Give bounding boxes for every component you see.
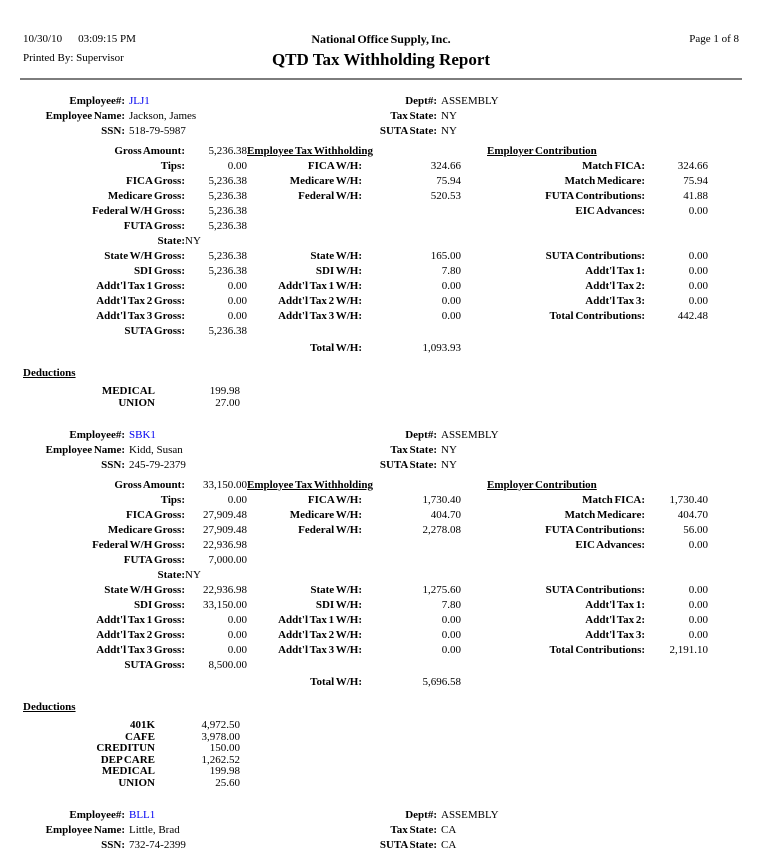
amount-row (23, 613, 708, 628)
deduction-name: DEP CARE (100, 753, 155, 766)
amount-row (23, 309, 708, 324)
date-time-line (23, 30, 213, 49)
employee-header (23, 94, 739, 139)
employee-ssn-label: SSN: (101, 839, 125, 851)
employee-header-row (272, 443, 499, 458)
field-label: Federal W/H Gross: (92, 539, 185, 551)
field-label: Match FICA: (582, 160, 646, 172)
field-value: 404.70 (677, 509, 709, 521)
field-label: State W/H: (310, 250, 362, 262)
field-value: 5,236.38 (208, 220, 247, 232)
field-label: Addt'l Tax 3: (585, 629, 646, 641)
field-label: Total W/H: (310, 342, 362, 354)
deduction-amount: 199.98 (209, 765, 240, 777)
field-label (461, 673, 645, 690)
field-value: 5,236.38 (208, 175, 247, 187)
field-value (362, 553, 461, 568)
empty-cell (247, 234, 708, 249)
deduction-row (23, 386, 240, 398)
field-value (362, 658, 461, 673)
field-label: SUTA Gross: (124, 325, 185, 337)
field-value (645, 553, 708, 568)
deductions-table (23, 386, 240, 409)
field-label: SDI Gross: (133, 599, 185, 611)
field-value: 0.00 (227, 160, 247, 172)
field-value: 2,191.10 (669, 644, 709, 656)
field-value: 0.00 (441, 280, 462, 292)
field-value: 520.53 (430, 190, 462, 202)
deduction-name: UNION (118, 776, 155, 789)
field-label: EIC Advances: (575, 205, 646, 217)
field-value: 0.00 (441, 295, 462, 307)
employee-amounts-table (23, 144, 708, 356)
field-label: Gross Amount: (114, 479, 185, 491)
field-value: 5,236.38 (208, 145, 247, 157)
employee-tax-state-label: Tax State: (390, 824, 437, 836)
field-value: 22,936.98 (203, 584, 247, 596)
deduction-name: MEDICAL (101, 385, 155, 397)
amount-row (23, 673, 708, 690)
employee-number-label: Employee#: (69, 429, 125, 441)
field-label: FICA W/H: (307, 160, 362, 172)
field-value: 0.00 (688, 539, 709, 551)
employee-dept-value: ASSEMBLY (441, 429, 499, 441)
field-value (645, 658, 708, 673)
deduction-name: CREDITUN (96, 742, 155, 754)
field-label: State W/H: (310, 584, 362, 596)
employee-tax-state-value: NY (441, 444, 457, 456)
field-label (247, 658, 362, 673)
field-value: 0.00 (227, 644, 247, 656)
field-value: 442.48 (677, 310, 709, 322)
report-title: QTD Tax Withholding Report (271, 50, 491, 69)
field-label: Addt'l Tax 3 Gross: (96, 644, 185, 656)
employee-header-row (272, 458, 499, 473)
field-value (645, 673, 708, 690)
field-value: 22,936.98 (203, 539, 247, 551)
field-label (461, 553, 645, 568)
field-label (23, 673, 185, 690)
field-value: 0.00 (688, 629, 709, 641)
field-label: EIC Advances: (575, 539, 646, 551)
deduction-row (23, 743, 240, 755)
field-value: 404.70 (430, 509, 462, 521)
amount-row (23, 658, 708, 673)
employee-tax-state-label: Tax State: (390, 444, 437, 456)
deduction-amount: 199.98 (209, 385, 240, 397)
field-label: Tips: (160, 494, 185, 506)
employer-contribution-header: Employer Contribution (487, 145, 597, 157)
field-value: 5,236.38 (208, 205, 247, 217)
amount-row (23, 568, 708, 583)
field-value: 27,909.48 (203, 524, 247, 536)
employee-number-link[interactable]: SBK1 (129, 429, 156, 441)
employee-header-row (272, 823, 499, 838)
employee-number-link[interactable]: JLJ1 (129, 95, 150, 107)
header-left (23, 30, 213, 71)
amount-row (23, 249, 708, 264)
employee-header-row (272, 808, 499, 823)
amount-row (23, 264, 708, 279)
employee-name-value: Little, Brad (129, 824, 180, 836)
field-label: Addt'l Tax 2: (585, 280, 646, 292)
field-label: Addt'l Tax 1 Gross: (96, 614, 185, 626)
employee-dept-label: Dept#: (405, 429, 437, 441)
amount-row (23, 279, 708, 294)
amount-row (23, 598, 708, 613)
amount-row (23, 493, 708, 508)
field-value (645, 339, 708, 356)
field-value: 2,278.08 (422, 524, 462, 536)
field-value: 165.00 (430, 250, 462, 262)
field-label: SUTA Contributions: (545, 250, 646, 262)
deductions-section (23, 366, 739, 409)
employee-header (23, 428, 739, 473)
field-label: Total Contributions: (549, 644, 646, 656)
deduction-amount: 3,978.00 (201, 730, 240, 743)
employer-contribution-header: Employer Contribution (487, 479, 597, 491)
deduction-name: CAFE (125, 730, 155, 743)
employee-header-row (272, 838, 499, 853)
field-value (645, 324, 708, 339)
deductions-header: Deductions (23, 367, 76, 379)
field-label (247, 538, 362, 553)
field-value: 0.00 (227, 310, 247, 322)
field-value: 0.00 (441, 629, 462, 641)
field-value: 7.80 (441, 265, 462, 277)
amount-row (23, 523, 708, 538)
employee-header-row (272, 124, 499, 139)
field-value: 5,696.58 (422, 676, 462, 688)
field-value: NY (185, 569, 201, 581)
field-label: Addt'l Tax 1 Gross: (96, 280, 185, 292)
employee-name-value: Jackson, James (129, 110, 197, 122)
amount-row (23, 144, 708, 159)
field-value: 0.00 (441, 310, 462, 322)
field-label: Match Medicare: (564, 509, 646, 521)
field-label: Match FICA: (582, 494, 646, 506)
amount-row (23, 508, 708, 523)
field-label: FUTA Gross: (123, 220, 185, 232)
deductions-section (23, 700, 739, 789)
deduction-amount: 25.60 (215, 776, 240, 789)
field-label: Addt'l Tax 1 W/H: (278, 280, 362, 292)
deduction-name: MEDICAL (101, 765, 155, 777)
deduction-amount: 27.00 (215, 396, 240, 409)
field-value: 0.00 (688, 205, 709, 217)
employee-amounts-table (23, 478, 708, 690)
field-label: Federal W/H: (298, 190, 362, 202)
field-value: 0.00 (688, 599, 709, 611)
employee-header (23, 808, 739, 853)
field-label (247, 204, 362, 219)
employee-header-row (272, 109, 499, 124)
employee-sections (0, 80, 762, 853)
field-label: Addt'l Tax 3 Gross: (96, 310, 185, 322)
amount-row (23, 478, 708, 493)
field-label: Addt'l Tax 2 Gross: (96, 295, 185, 307)
field-value (362, 219, 461, 234)
field-label: Addt'l Tax 3 W/H: (278, 310, 362, 322)
amount-row (23, 324, 708, 339)
field-label: Tips: (160, 160, 185, 172)
field-label (461, 658, 645, 673)
page-indicator: Page 1 of 8 (689, 33, 739, 45)
field-value: 1,730.40 (669, 494, 709, 506)
deduction-amount: 1,262.52 (201, 753, 240, 766)
employee-tax-state-label: Tax State: (390, 110, 437, 122)
field-label: Addt'l Tax 2 W/H: (278, 629, 362, 641)
employee-dept-label: Dept#: (405, 95, 437, 107)
amount-row (23, 234, 708, 249)
deductions-table (23, 720, 240, 789)
field-value: 0.00 (688, 614, 709, 626)
header-right (549, 30, 739, 71)
field-label: Addt'l Tax 3: (585, 295, 646, 307)
field-value: 0.00 (688, 280, 709, 292)
field-label: Addt'l Tax 2: (585, 614, 646, 626)
employee-name-label: Employee Name: (45, 824, 125, 836)
employee-dept-block (272, 428, 499, 473)
field-label: Medicare W/H: (289, 509, 362, 521)
field-value: 0.00 (688, 584, 709, 596)
field-value (185, 673, 247, 690)
field-label: FICA Gross: (126, 509, 185, 521)
field-label: SUTA Gross: (124, 659, 185, 671)
field-value: 0.00 (227, 494, 247, 506)
field-value: 7.80 (441, 599, 462, 611)
field-value: 0.00 (688, 295, 709, 307)
field-value: 27,909.48 (203, 509, 247, 521)
report-date: 10/30/10 (23, 33, 63, 45)
employee-ssn-label: SSN: (101, 125, 125, 137)
employee-ssn-value: 245-79-2379 (129, 459, 186, 471)
printed-by-value: Supervisor (76, 52, 124, 64)
field-value (645, 219, 708, 234)
deduction-row (23, 398, 240, 410)
amount-row (23, 553, 708, 568)
field-value: 5,236.38 (208, 250, 247, 262)
amount-row (23, 538, 708, 553)
employee-suta-state-value: CA (441, 839, 457, 851)
amount-row (23, 628, 708, 643)
employee-section (23, 428, 739, 789)
field-label: Match Medicare: (564, 175, 646, 187)
employee-dept-block (272, 94, 499, 139)
field-label: SUTA Contributions: (545, 584, 646, 596)
printed-by-label: Printed By: (23, 52, 74, 64)
field-value: 0.00 (688, 265, 709, 277)
field-label: Federal W/H Gross: (92, 205, 185, 217)
employee-name-value: Kidd, Susan (129, 444, 183, 456)
field-label: Medicare Gross: (107, 524, 185, 536)
field-label (23, 339, 185, 356)
field-value: 41.88 (683, 190, 709, 202)
field-label (247, 324, 362, 339)
page-header (0, 0, 762, 71)
field-label (461, 324, 645, 339)
employee-tax-state-value: NY (441, 110, 457, 122)
field-label (247, 553, 362, 568)
field-label: State W/H Gross: (104, 584, 185, 596)
company-name: National Office Supply, Inc. (311, 32, 451, 46)
field-label: Federal W/H: (298, 524, 362, 536)
employee-header-row (272, 428, 499, 443)
field-value: 324.66 (677, 160, 709, 172)
amount-row (23, 174, 708, 189)
field-label: State W/H Gross: (104, 250, 185, 262)
deduction-amount: 150.00 (209, 742, 240, 754)
amount-row (23, 219, 708, 234)
field-label (461, 339, 645, 356)
field-label: FICA Gross: (126, 175, 185, 187)
deduction-row (23, 720, 240, 732)
field-label: Medicare W/H: (289, 175, 362, 187)
employee-number-label: Employee#: (69, 809, 125, 821)
field-value: 0.00 (441, 644, 462, 656)
employee-suta-state-value: NY (441, 459, 457, 471)
field-label: FUTA Gross: (123, 554, 185, 566)
field-label: FUTA Contributions: (545, 190, 646, 202)
deduction-row (23, 766, 240, 778)
employee-dept-value: ASSEMBLY (441, 95, 499, 107)
amount-row (23, 189, 708, 204)
employee-number-label: Employee#: (69, 95, 125, 107)
employee-header-row (272, 94, 499, 109)
field-label: Addt'l Tax 2 Gross: (96, 629, 185, 641)
field-label: Gross Amount: (114, 145, 185, 157)
field-value: 1,093.93 (422, 342, 462, 354)
field-label: Addt'l Tax 1: (585, 265, 646, 277)
deductions-header: Deductions (23, 701, 76, 713)
field-value (362, 204, 461, 219)
field-label: SDI Gross: (133, 265, 185, 277)
field-value: 1,730.40 (422, 494, 462, 506)
field-value: 0.00 (227, 280, 247, 292)
amount-row (23, 204, 708, 219)
field-label: State: (157, 569, 185, 581)
field-value: 324.66 (430, 160, 462, 172)
field-label: Addt'l Tax 1 W/H: (278, 614, 362, 626)
employee-dept-label: Dept#: (405, 809, 437, 821)
field-label: FICA W/H: (307, 494, 362, 506)
field-label (247, 219, 362, 234)
field-value: 8,500.00 (208, 659, 247, 671)
deduction-name: UNION (118, 396, 155, 409)
employee-dept-value: ASSEMBLY (441, 809, 499, 821)
employee-dept-block (272, 808, 499, 853)
field-label: Medicare Gross: (107, 190, 185, 202)
field-value: 0.00 (227, 614, 247, 626)
field-value: 0.00 (227, 629, 247, 641)
field-label: Addt'l Tax 1: (585, 599, 646, 611)
field-label: SDI W/H: (315, 599, 362, 611)
employee-tax-state-value: CA (441, 824, 457, 836)
field-label: FUTA Contributions: (545, 524, 646, 536)
field-label: State: (157, 235, 185, 247)
field-value: 5,236.38 (208, 190, 247, 202)
employee-suta-state-value: NY (441, 125, 457, 137)
employee-suta-state-label: SUTA State: (379, 125, 437, 137)
field-label: SDI W/H: (315, 265, 362, 277)
employee-tax-withholding-header: Employee Tax Withholding (247, 479, 373, 491)
amount-row (23, 643, 708, 658)
deduction-row (23, 778, 240, 790)
field-value: 0.00 (227, 295, 247, 307)
empty-cell (247, 568, 708, 583)
field-value: 7,000.00 (208, 554, 247, 566)
field-label: Addt'l Tax 3 W/H: (278, 644, 362, 656)
amount-row (23, 583, 708, 598)
field-value: 5,236.38 (208, 325, 247, 337)
field-value: 1,275.60 (422, 584, 462, 596)
field-label (461, 219, 645, 234)
header-center (213, 30, 549, 71)
field-value (362, 324, 461, 339)
field-value: 0.00 (441, 614, 462, 626)
employee-section (23, 808, 739, 853)
field-value: 33,150.00 (203, 479, 247, 491)
deduction-name: 401K (129, 719, 155, 731)
employee-ssn-label: SSN: (101, 459, 125, 471)
employee-number-link[interactable]: BLL1 (129, 809, 156, 821)
field-label: Addt'l Tax 2 W/H: (278, 295, 362, 307)
field-value: 56.00 (683, 524, 709, 536)
field-value (185, 339, 247, 356)
employee-suta-state-label: SUTA State: (379, 839, 437, 851)
field-value: 75.94 (436, 175, 462, 187)
field-value: NY (185, 235, 201, 247)
field-value: 0.00 (688, 250, 709, 262)
employee-suta-state-label: SUTA State: (379, 459, 437, 471)
field-value (362, 538, 461, 553)
field-label: Total Contributions: (549, 310, 646, 322)
field-value: 33,150.00 (203, 599, 247, 611)
field-label: Total W/H: (310, 676, 362, 688)
printed-by-line (23, 49, 213, 68)
field-value: 75.94 (683, 175, 709, 187)
employee-ssn-value: 518-79-5987 (129, 125, 186, 137)
employee-section (23, 94, 739, 409)
report-time: 03:09:15 PM (78, 33, 136, 45)
employee-name-label: Employee Name: (45, 110, 125, 122)
deduction-amount: 4,972.50 (201, 719, 240, 731)
amount-row (23, 294, 708, 309)
field-value: 5,236.38 (208, 265, 247, 277)
employee-tax-withholding-header: Employee Tax Withholding (247, 145, 373, 157)
amount-row (23, 159, 708, 174)
amount-row (23, 339, 708, 356)
employee-name-label: Employee Name: (45, 444, 125, 456)
employee-ssn-value: 732-74-2399 (129, 839, 186, 851)
